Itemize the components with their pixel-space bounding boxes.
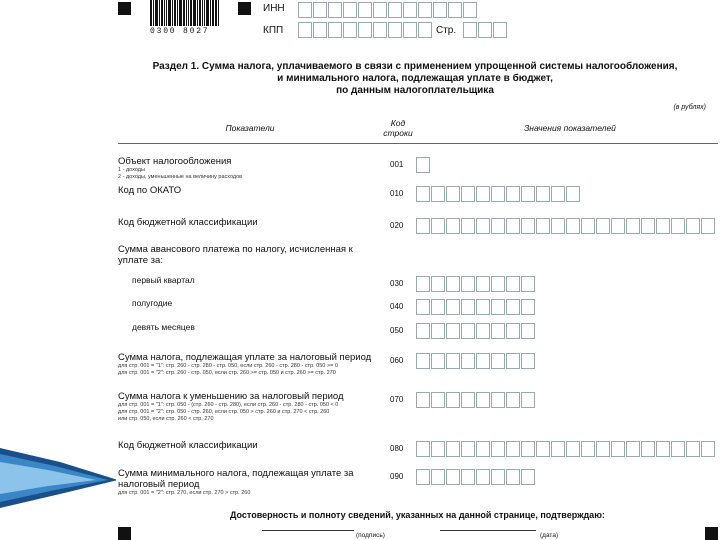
value-cell[interactable] — [506, 441, 520, 457]
inn-cells[interactable] — [298, 2, 478, 18]
inn-cell[interactable] — [448, 2, 462, 18]
row-note: для стр. 001 = "2": стр. 260 - стр. 050, если стр. 260 >= стр. 050 и стр. 260 >= стр. 270 — [118, 370, 336, 376]
page-number-cell[interactable] — [478, 22, 492, 38]
row-note: 1 - доходы — [118, 167, 145, 173]
value-cell[interactable] — [491, 469, 505, 485]
row-note: для стр. 001 = "2": стр. 270, если стр. 270 > стр. 260 — [118, 490, 251, 496]
value-cell[interactable] — [596, 441, 610, 457]
value-cell[interactable] — [431, 323, 445, 339]
row-code: 030 — [390, 279, 404, 288]
row-label: полугодие — [132, 298, 173, 308]
page-number-cell[interactable] — [493, 22, 507, 38]
value-cell[interactable] — [551, 186, 565, 202]
value-cell[interactable] — [446, 353, 460, 369]
inn-cell[interactable] — [418, 2, 432, 18]
value-cell[interactable] — [461, 469, 475, 485]
value-cell[interactable] — [476, 353, 490, 369]
inn-cell[interactable] — [328, 2, 342, 18]
row-value-cells[interactable] — [416, 218, 716, 234]
value-cell[interactable] — [671, 218, 685, 234]
row-note: для стр. 001 = "2": стр. 050 - стр. 260, если стр. 050 > стр. 260 и стр. 270 < стр. 260 — [118, 409, 330, 415]
value-cell[interactable] — [476, 186, 490, 202]
row-label: Код бюджетной классификации — [118, 440, 258, 451]
value-cell[interactable] — [521, 323, 535, 339]
value-cell[interactable] — [566, 218, 580, 234]
page-number-cell[interactable] — [463, 22, 477, 38]
page-number-cells[interactable] — [463, 22, 508, 38]
value-cell[interactable] — [626, 218, 640, 234]
value-cell[interactable] — [506, 392, 520, 408]
value-cell[interactable] — [491, 218, 505, 234]
row-value-cells[interactable] — [416, 392, 536, 408]
value-cell[interactable] — [671, 441, 685, 457]
value-cell[interactable] — [446, 276, 460, 292]
value-cell[interactable] — [476, 218, 490, 234]
signature-line — [262, 530, 354, 531]
inn-cell[interactable] — [298, 2, 312, 18]
value-cell[interactable] — [431, 392, 445, 408]
row-label: Сумма налога к уменьшению за налоговый период — [118, 391, 344, 402]
inn-cell[interactable] — [358, 2, 372, 18]
row-note: или стр. 050, если стр. 260 < стр. 270 — [118, 416, 214, 422]
value-cell[interactable] — [416, 441, 430, 457]
value-cell[interactable] — [536, 218, 550, 234]
row-code: 040 — [390, 302, 404, 311]
value-cell[interactable] — [476, 441, 490, 457]
inn-cell[interactable] — [403, 2, 417, 18]
kpp-cell[interactable] — [403, 22, 417, 38]
row-value-cells[interactable] — [416, 469, 536, 485]
kpp-cell[interactable] — [373, 22, 387, 38]
page-label: Стр. — [436, 25, 457, 36]
value-cell[interactable] — [551, 218, 565, 234]
value-cell[interactable] — [461, 392, 475, 408]
value-cell[interactable] — [431, 276, 445, 292]
value-cell[interactable] — [416, 299, 430, 315]
value-cell[interactable] — [431, 186, 445, 202]
value-cell[interactable] — [491, 186, 505, 202]
value-cell[interactable] — [506, 218, 520, 234]
row-label: Сумма налога, подлежащая уплате за налоговый период — [118, 352, 372, 363]
row-code: 001 — [390, 160, 404, 169]
value-cell[interactable] — [476, 392, 490, 408]
barcode — [150, 0, 226, 26]
corner-marker-bottom-right — [705, 527, 718, 540]
value-cell[interactable] — [506, 186, 520, 202]
value-cell[interactable] — [536, 186, 550, 202]
row-value-cells[interactable] — [416, 186, 581, 202]
row-code: 070 — [390, 395, 404, 404]
inn-cell[interactable] — [463, 2, 477, 18]
inn-cell[interactable] — [343, 2, 357, 18]
row-value-cells[interactable] — [416, 353, 536, 369]
section-title-1: Раздел 1. Сумма налога, уплачиваемого в связи с применением упрощенной системы налогообложения, — [152, 61, 678, 72]
row-note: для стр. 001 = "1": стр. 260 - стр. 280 - стр. 050, если стр. 260 - стр. 280 - стр. 050 >= 0 — [118, 363, 338, 369]
value-cell[interactable] — [476, 299, 490, 315]
kpp-cell[interactable] — [328, 22, 342, 38]
value-cell[interactable] — [521, 392, 535, 408]
value-cell[interactable] — [686, 441, 700, 457]
inn-cell[interactable] — [433, 2, 447, 18]
value-cell[interactable] — [431, 299, 445, 315]
kpp-cell[interactable] — [343, 22, 357, 38]
row-note: для стр. 001 = "1": стр. 050 - (стр. 260 - стр. 280), если стр. 260 - стр. 280 - стр. 050 < 0 — [118, 402, 339, 408]
value-cell[interactable] — [416, 469, 430, 485]
row-value-cells[interactable] — [416, 276, 536, 292]
value-cell[interactable] — [611, 218, 625, 234]
value-cell[interactable] — [491, 353, 505, 369]
date-line — [440, 530, 536, 531]
value-cell[interactable] — [416, 392, 430, 408]
value-cell[interactable] — [506, 353, 520, 369]
value-cell[interactable] — [656, 218, 670, 234]
section-title-2: и минимального налога, подлежащая уплате в бюджет, — [277, 73, 553, 84]
value-cell[interactable] — [521, 353, 535, 369]
row-label: первый квартал — [132, 275, 195, 285]
value-cell[interactable] — [431, 469, 445, 485]
column-code: Код строки — [383, 118, 413, 138]
row-code: 080 — [390, 444, 404, 453]
row-label: Код по ОКАТО — [118, 185, 182, 196]
row-value-cells[interactable] — [416, 323, 536, 339]
column-values: Значения показателей — [524, 123, 616, 133]
value-cell[interactable] — [506, 276, 520, 292]
value-cell[interactable] — [461, 353, 475, 369]
row-label: Код бюджетной классификации — [118, 217, 258, 228]
kpp-cell[interactable] — [388, 22, 402, 38]
value-cell[interactable] — [461, 323, 475, 339]
corner-marker-left — [118, 2, 131, 15]
value-cell[interactable] — [521, 276, 535, 292]
value-cell[interactable] — [521, 299, 535, 315]
date-caption: (дата) — [540, 532, 559, 539]
value-cell[interactable] — [506, 323, 520, 339]
chevron-decoration — [0, 448, 130, 508]
kpp-cell[interactable] — [313, 22, 327, 38]
value-cell[interactable] — [416, 157, 430, 173]
value-cell[interactable] — [626, 441, 640, 457]
kpp-cell[interactable] — [358, 22, 372, 38]
value-cell[interactable] — [446, 392, 460, 408]
corner-marker-right — [238, 2, 251, 15]
value-cell[interactable] — [491, 323, 505, 339]
value-cell[interactable] — [536, 441, 550, 457]
value-cell[interactable] — [641, 218, 655, 234]
inn-cell[interactable] — [313, 2, 327, 18]
value-cell[interactable] — [446, 323, 460, 339]
inn-label: ИНН — [263, 3, 285, 14]
value-cell[interactable] — [566, 186, 580, 202]
value-cell[interactable] — [431, 218, 445, 234]
value-cell[interactable] — [476, 469, 490, 485]
value-cell[interactable] — [416, 353, 430, 369]
value-cell[interactable] — [611, 441, 625, 457]
signature-caption: (подпись) — [356, 532, 385, 539]
corner-marker-bottom-left — [118, 527, 131, 540]
inn-cell[interactable] — [373, 2, 387, 18]
value-cell[interactable] — [701, 441, 715, 457]
value-cell[interactable] — [416, 186, 430, 202]
value-cell[interactable] — [446, 299, 460, 315]
row-label: Сумма минимального налога, подлежащая уплате за налоговый период — [118, 468, 354, 490]
value-cell[interactable] — [416, 276, 430, 292]
value-cell[interactable] — [431, 441, 445, 457]
row-label: Сумма авансового платежа по налогу, исчисленная к уплате за: — [118, 244, 353, 266]
value-cell[interactable] — [446, 441, 460, 457]
row-code: 010 — [390, 189, 404, 198]
value-cell[interactable] — [686, 218, 700, 234]
value-cell[interactable] — [491, 299, 505, 315]
value-cell[interactable] — [461, 186, 475, 202]
row-label: девять месяцев — [132, 322, 195, 332]
value-cell[interactable] — [521, 469, 535, 485]
value-cell[interactable] — [416, 323, 430, 339]
value-cell[interactable] — [461, 299, 475, 315]
section-title-3: по данным налогоплательщика — [336, 85, 494, 96]
value-cell[interactable] — [476, 276, 490, 292]
value-cell[interactable] — [461, 218, 475, 234]
barcode-number: 0300 8027 — [150, 27, 210, 36]
value-cell[interactable] — [566, 441, 580, 457]
value-cell[interactable] — [521, 441, 535, 457]
value-cell[interactable] — [701, 218, 715, 234]
left-margin — [0, 0, 116, 540]
kpp-cells[interactable] — [298, 22, 433, 38]
row-code: 060 — [390, 356, 404, 365]
value-cell[interactable] — [581, 441, 595, 457]
row-value-cells[interactable] — [416, 441, 716, 457]
row-value-cells[interactable] — [416, 299, 536, 315]
value-cell[interactable] — [461, 441, 475, 457]
value-cell[interactable] — [476, 323, 490, 339]
row-code: 050 — [390, 326, 404, 335]
value-cell[interactable] — [551, 441, 565, 457]
value-cell[interactable] — [521, 218, 535, 234]
value-cell[interactable] — [581, 218, 595, 234]
certification-statement: Достоверность и полноту сведений, указанных на данной странице, подтверждаю: — [230, 510, 605, 520]
column-indicators: Показатели — [225, 123, 275, 133]
inn-cell[interactable] — [388, 2, 402, 18]
row-code: 020 — [390, 221, 404, 230]
value-cell[interactable] — [491, 441, 505, 457]
value-cell[interactable] — [431, 353, 445, 369]
value-cell[interactable] — [596, 218, 610, 234]
value-cell[interactable] — [446, 469, 460, 485]
value-cell[interactable] — [521, 186, 535, 202]
value-cell[interactable] — [446, 186, 460, 202]
value-cell[interactable] — [461, 276, 475, 292]
header-divider — [118, 143, 718, 144]
kpp-label: КПП — [263, 25, 284, 36]
row-value-cells[interactable] — [416, 157, 431, 173]
value-cell[interactable] — [491, 276, 505, 292]
row-code: 090 — [390, 472, 404, 481]
value-cell[interactable] — [446, 218, 460, 234]
units-note: (в рублях) — [673, 104, 706, 111]
kpp-cell[interactable] — [298, 22, 312, 38]
value-cell[interactable] — [506, 299, 520, 315]
value-cell[interactable] — [506, 469, 520, 485]
value-cell[interactable] — [491, 392, 505, 408]
kpp-cell[interactable] — [418, 22, 432, 38]
row-note: 2 - доходы, уменьшенные на величину расходов — [118, 174, 243, 180]
value-cell[interactable] — [656, 441, 670, 457]
value-cell[interactable] — [641, 441, 655, 457]
value-cell[interactable] — [416, 218, 430, 234]
row-label: Объект налогообложения — [118, 156, 232, 167]
